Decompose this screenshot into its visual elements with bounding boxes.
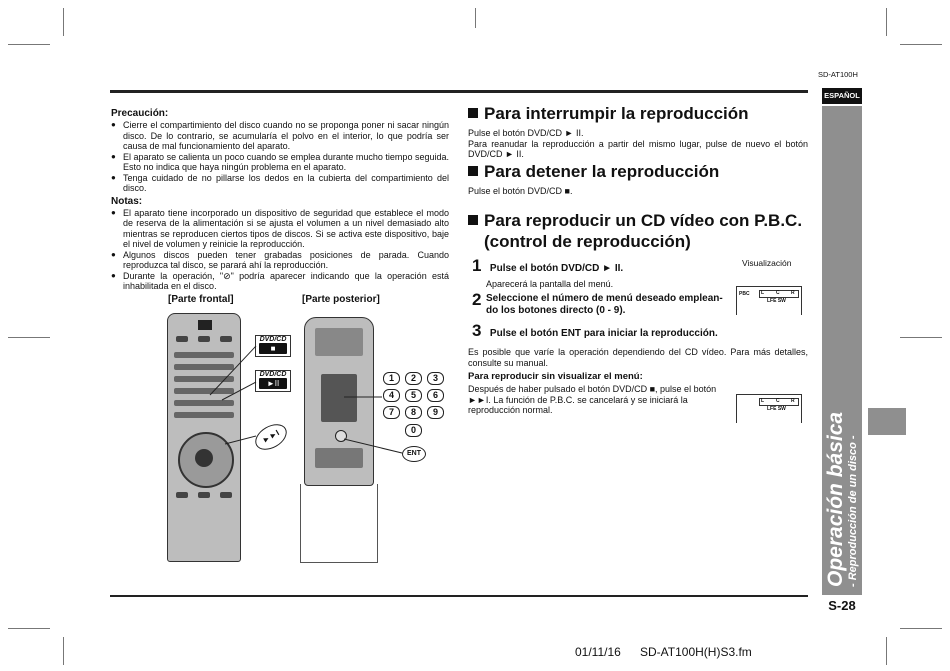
footer-filename: SD-AT100H(H)S3.fm bbox=[640, 645, 752, 659]
rear-label: [Parte posterior] bbox=[302, 294, 380, 305]
leader-line bbox=[222, 382, 256, 400]
channel-right: R bbox=[791, 398, 795, 404]
precaution-item: ● El aparato se calienta un poco cuando se emplea durante mucho tiempo seguida. Esto no indica que haya ningún problema en el aparato. bbox=[111, 152, 449, 173]
channel-center: C bbox=[776, 398, 780, 404]
lfe-label: LFE bbox=[767, 406, 777, 412]
step-text: Pulse el botón DVD/CD ► II. bbox=[489, 263, 624, 274]
footer-date: 01/11/16 bbox=[575, 645, 621, 659]
lfe-indicator bbox=[767, 298, 786, 304]
resume-instruction: Para reanudar la reproducción a partir del mismo lugar, pulse de nuevo el botón DVD/CD ► II. bbox=[468, 138, 808, 159]
lfe-indicator bbox=[767, 406, 786, 412]
square-bullet-icon bbox=[468, 108, 478, 118]
step-number: 1 bbox=[472, 256, 482, 275]
pbc-note: Es posible que varíe la operación dependiendo del CD vídeo. Para más detalles, consulte su manual. bbox=[468, 347, 808, 368]
pbc-indicator: PBC bbox=[739, 291, 750, 297]
channel-right: R bbox=[791, 290, 795, 296]
section-stop bbox=[468, 162, 808, 197]
step-text: Seleccione el número de menú deseado emplean- do los botones directo (0 - 9). bbox=[486, 293, 723, 316]
footer-rule bbox=[110, 595, 808, 597]
callout-play-label: DVD/CD bbox=[259, 371, 287, 378]
crop-mark bbox=[900, 337, 942, 338]
step-subtext: Aparecerá la pantalla del menú. bbox=[486, 279, 614, 289]
sw-label: SW bbox=[777, 406, 786, 412]
no-menu-heading: Para reproducir sin visualizar el menú: bbox=[468, 371, 643, 382]
digit-key-8: 8 bbox=[405, 406, 422, 419]
callout-leaders bbox=[200, 340, 310, 460]
section-pbc-title-line1: Para reproducir un CD vídeo con P.B.C. bbox=[484, 211, 803, 230]
square-bullet-icon bbox=[468, 215, 478, 225]
chapter-sidebar bbox=[822, 106, 862, 595]
section-stop-title bbox=[468, 162, 808, 182]
digit-key-1: 1 bbox=[383, 372, 400, 385]
ent-key: ENT bbox=[402, 446, 426, 462]
precaution-notes-column bbox=[111, 108, 449, 292]
digit-key-6: 6 bbox=[427, 389, 444, 402]
section-pbc bbox=[468, 210, 808, 252]
language-tab: ESPAÑOL bbox=[822, 88, 862, 104]
crop-mark bbox=[475, 8, 476, 28]
crop-mark bbox=[8, 337, 50, 338]
note-item: ● Durante la operación, "⊘" podría aparecer indicando que la operación está inhabilitada en el disco. bbox=[111, 271, 449, 292]
model-code: SD-AT100H bbox=[818, 70, 858, 79]
channel-left: L bbox=[761, 290, 765, 296]
channel-center: C bbox=[776, 290, 780, 296]
page-number: S-28 bbox=[828, 598, 856, 613]
precaution-item: ● Tenga cuidado de no pillarse los dedos en la cubierta del compartimiento del disco. bbox=[111, 173, 449, 194]
leader-line bbox=[344, 439, 402, 453]
crop-mark bbox=[886, 637, 887, 665]
channel-left: L bbox=[761, 398, 765, 404]
notes-heading: Notas: bbox=[111, 195, 143, 207]
crop-mark bbox=[886, 8, 887, 36]
leader-line bbox=[225, 436, 256, 444]
section-pbc-title bbox=[468, 210, 808, 252]
remote-button bbox=[220, 492, 232, 498]
section-pbc-title-line2: (control de reproducción) bbox=[484, 232, 691, 251]
crop-mark bbox=[900, 628, 942, 629]
remote-button bbox=[176, 492, 188, 498]
digit-key-2: 2 bbox=[405, 372, 422, 385]
crop-mark bbox=[8, 44, 50, 45]
square-bullet-icon bbox=[468, 166, 478, 176]
digit-key-4: 4 bbox=[383, 389, 400, 402]
crop-mark bbox=[900, 44, 942, 45]
sidebar-title: Operación básica bbox=[824, 411, 847, 587]
display-normal bbox=[736, 394, 802, 423]
digit-key-0: 0 bbox=[405, 424, 422, 437]
crop-mark bbox=[63, 637, 64, 665]
step-1 bbox=[472, 256, 734, 290]
remote-button bbox=[198, 492, 210, 498]
channel-indicator bbox=[759, 398, 799, 406]
section-pause-title-text: Para interrumpir la reproducción bbox=[484, 104, 749, 123]
callout-stop-label: DVD/CD bbox=[259, 336, 287, 343]
digit-key-7: 7 bbox=[383, 406, 400, 419]
sw-label: SW bbox=[777, 298, 786, 304]
leader-line bbox=[210, 346, 256, 395]
front-label: [Parte frontal] bbox=[168, 294, 234, 305]
step-number: 3 bbox=[472, 321, 482, 340]
remote-button bbox=[176, 336, 188, 342]
stop-instruction: Pulse el botón DVD/CD ■. bbox=[468, 186, 573, 196]
crop-mark bbox=[8, 628, 50, 629]
no-menu-text: Después de haber pulsado el botón DVD/CD ■, pulse el botón ►►I. La función de P.B.C. se cancelará y se iniciará la reproducción normal. bbox=[468, 384, 717, 415]
play-pause-icon: ►II bbox=[259, 378, 287, 389]
lfe-label: LFE bbox=[767, 298, 777, 304]
digit-key-5: 5 bbox=[405, 389, 422, 402]
section-stop-title-text: Para detener la reproducción bbox=[484, 162, 720, 181]
section-pause bbox=[468, 104, 808, 160]
digit-key-9: 9 bbox=[427, 406, 444, 419]
display-pbc bbox=[736, 286, 802, 315]
callout-leaders bbox=[340, 395, 410, 460]
note-item: ● El aparato tiene incorporado un dispositivo de seguridad que establece el modo de reserva de la alimentación si se ajusta el volumen a un nivel demasiado alto mientras se reproducen ciertos tipos de discos. Si se activa este dispositivo, baje el nivel de volumen y reinicie la reproducción. bbox=[111, 208, 449, 250]
crop-mark bbox=[63, 8, 64, 36]
remote-button-group bbox=[315, 328, 363, 356]
step-text: Pulse el botón ENT para iniciar la reproducción. bbox=[489, 328, 718, 339]
pause-instruction: Pulse el botón DVD/CD ► II. bbox=[468, 128, 584, 138]
step-number: 2 bbox=[472, 290, 482, 309]
sidebar-subtitle: - Reproducción de un disco - bbox=[847, 435, 859, 587]
chapter-tab bbox=[868, 408, 906, 435]
channel-indicator bbox=[759, 290, 799, 298]
precaution-heading: Precaución: bbox=[111, 108, 169, 119]
stop-icon: ■ bbox=[259, 343, 287, 354]
header-rule bbox=[110, 90, 808, 93]
digit-key-3: 3 bbox=[427, 372, 444, 385]
remote-rear-body bbox=[300, 484, 378, 563]
precaution-item: ● Cierre el compartimiento del disco cuando no se proponga poner ni sacar ningún disco. De lo contrario, se acumularía el polvo en el interior, lo que podría ser causa de mal funcionamiento del aparato. bbox=[111, 120, 449, 152]
brand-logo bbox=[198, 320, 212, 330]
section-pause-title bbox=[468, 104, 808, 124]
note-item: ● Algunos discos pueden tener grabadas posiciones de parada. Cuando reproduzca tal disco, se parará ahí la reproducción. bbox=[111, 250, 449, 271]
step-3 bbox=[472, 321, 772, 341]
skip-icon: ►►I bbox=[251, 419, 291, 455]
sidebar-text bbox=[822, 106, 862, 595]
step-2 bbox=[472, 290, 734, 317]
visualization-label: Visualización bbox=[742, 258, 792, 268]
